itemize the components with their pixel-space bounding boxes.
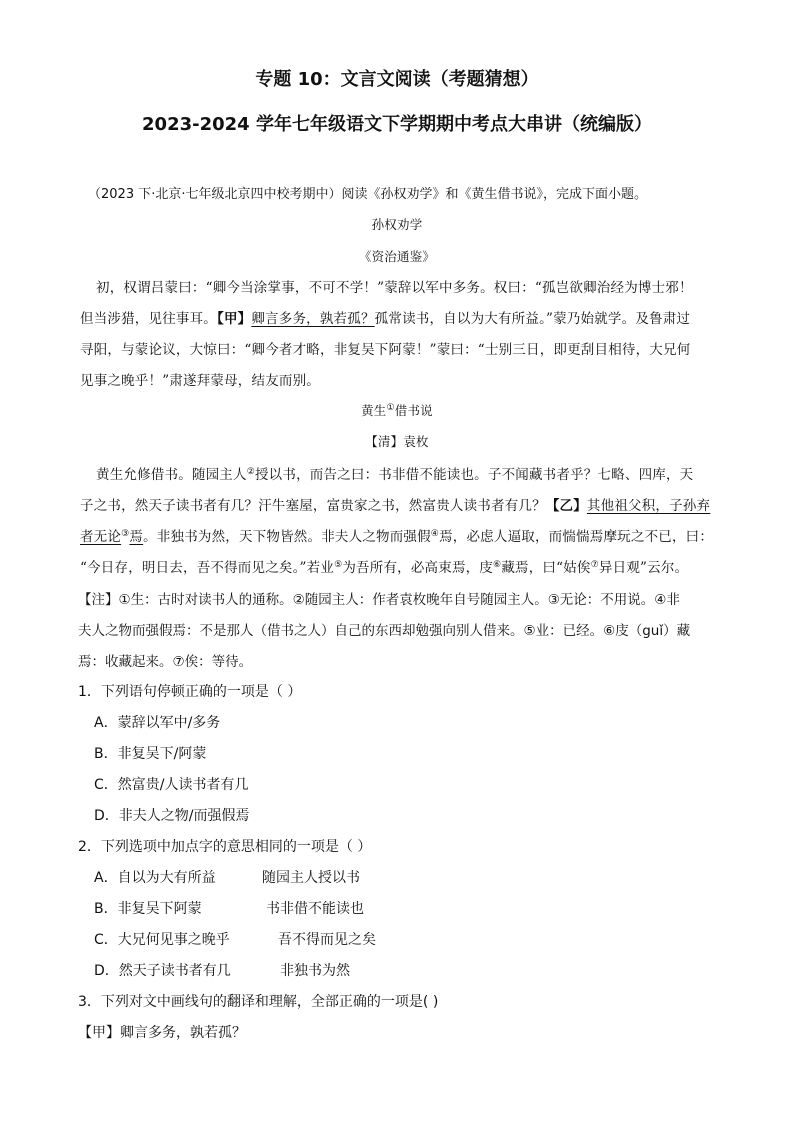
footnote-marker: ①: [386, 403, 395, 413]
marker-jia: 【甲】: [217, 311, 252, 327]
option-c[interactable]: [94, 929, 376, 949]
text-span: 但当涉猎，见往事耳。: [80, 311, 217, 327]
text1-line: 见事之晚乎！”肃遂拜蒙母，结友而别。: [80, 373, 321, 389]
text2-title: [0, 401, 794, 419]
page-title: 专题 10：文言文阅读（考题猜想）: [255, 69, 539, 90]
text-span: 为吾所有，必高束焉，庋: [342, 560, 494, 576]
text1-line: [80, 307, 720, 327]
text1-line: 初，权谓吕蒙曰：“卿今当涂掌事，不可不学！”蒙辞以军中多务。权曰：“孤岂欲卿治经为博士邪！: [96, 280, 693, 296]
notes-line: 夫人之物而强假焉：不是那人（借书之人）自己的东西却勉强向别人借来。⑤业：已经。⑥庋（guǐ）藏: [78, 623, 691, 639]
option-b[interactable]: B．非复吴下/阿蒙: [94, 746, 207, 762]
text1-line: 寻阳，与蒙论议，大惊曰：“卿今者才略，非复吴下阿蒙！”蒙曰：“士别三日，即更刮目相待，大兄何: [80, 342, 691, 358]
text-span: 异日观”云尔。: [598, 560, 689, 576]
text-span: 授以书，而告之曰：书非借不能读也。子不闻藏书者乎？七略、四库，天: [254, 467, 694, 483]
notes-line: 焉：收藏起来。⑦俟：等待。: [78, 654, 253, 670]
text-span: 焉，必虑人逼取，而惴惴焉摩玩之不已，曰：: [439, 529, 714, 545]
text2-line: [96, 463, 736, 483]
text2-line: [80, 556, 720, 576]
footnote-marker: ②: [246, 467, 255, 477]
option-text: 非独书为然: [280, 963, 350, 979]
underlined-sentence-yi: 焉: [129, 529, 144, 545]
underlined-sentence-jia: 卿言多务，孰若孤？: [251, 311, 375, 327]
underlined-sentence-yi: 其他祖父积，子孙弃: [586, 498, 711, 514]
question-stem: 2．下列选项中加点字的意思相同的一项是（ ）: [78, 839, 372, 855]
option-text: 吾不得而见之矣: [278, 932, 376, 948]
text2-line: [80, 494, 720, 514]
option-text: B．非复吴下阿蒙: [94, 901, 202, 917]
text-span: 子之书，然天子读书者有几？汗牛塞屋，富贵家之书，然富贵人读书者有几？: [80, 498, 546, 514]
footnote-marker: ④: [430, 529, 440, 539]
text-span: 黄生允修借书。随园主人: [96, 467, 247, 483]
option-text: C．大兄何见事之晚乎: [94, 932, 230, 948]
option-text: D．然天子读书者有几: [94, 963, 231, 979]
text-span: 借书说: [394, 403, 433, 418]
option-a[interactable]: [94, 867, 360, 887]
footnote-marker: ⑥: [493, 560, 502, 570]
option-d[interactable]: D．非夫人之物/而强假焉: [94, 808, 250, 824]
text1-source: 《资治通鉴》: [358, 249, 436, 264]
option-a[interactable]: A．蒙辞以军中/多务: [94, 715, 221, 731]
text-span: 藏焉，曰“姑俟: [501, 560, 591, 576]
notes-line: 【注】①生：古时对读书人的通称。②随园主人：作者袁枚晚年自号随园主人。③无论：不用说。④非: [78, 592, 680, 608]
question-stem: 1．下列语句停顿正确的一项是（ ）: [78, 684, 302, 700]
page-subtitle: 2023-2024 学年七年级语文下学期期中考点大串讲（统编版）: [142, 114, 652, 135]
text1-title: 孙权劝学: [371, 217, 423, 232]
option-text: 书非借不能读也: [266, 901, 364, 917]
option-b[interactable]: [94, 898, 364, 918]
text2-line: [80, 525, 720, 545]
footnote-marker: ⑤: [334, 560, 343, 570]
option-c[interactable]: C．然富贵/人读书者有几: [94, 777, 249, 793]
question-stem: 3．下列对文中画线句的翻译和理解，全部正确的一项是( ): [78, 994, 439, 1010]
marker-yi: 【乙】: [545, 498, 587, 514]
footnote-marker: ⑦: [590, 560, 599, 570]
text-span: 黄生: [361, 403, 387, 418]
underlined-sentence-yi: 者无论: [80, 529, 122, 545]
text-span: 孤常读书，自以为大有所益。”蒙乃始就学。及鲁肃过: [374, 311, 691, 327]
option-text: A．自以为大有所益: [94, 870, 216, 886]
option-d[interactable]: [94, 960, 350, 980]
text-span: “今日存，明日去，吾不得而见之矣。”若业: [80, 560, 335, 576]
text2-author: 【清】袁枚: [365, 434, 429, 449]
intro-text: （2023 下·北京·七年级北京四中校考期中）阅读《孙权劝学》和《黄生借书说》，完成下面小题。: [88, 187, 647, 202]
text-span: 。非独书为然，天下物皆然。非夫人之物而强假: [143, 529, 431, 545]
footnote-marker: ③: [121, 529, 130, 539]
question-sub: 【甲】卿言多务，孰若孤？: [78, 1025, 246, 1041]
option-text: 随园主人授以书: [262, 870, 360, 886]
